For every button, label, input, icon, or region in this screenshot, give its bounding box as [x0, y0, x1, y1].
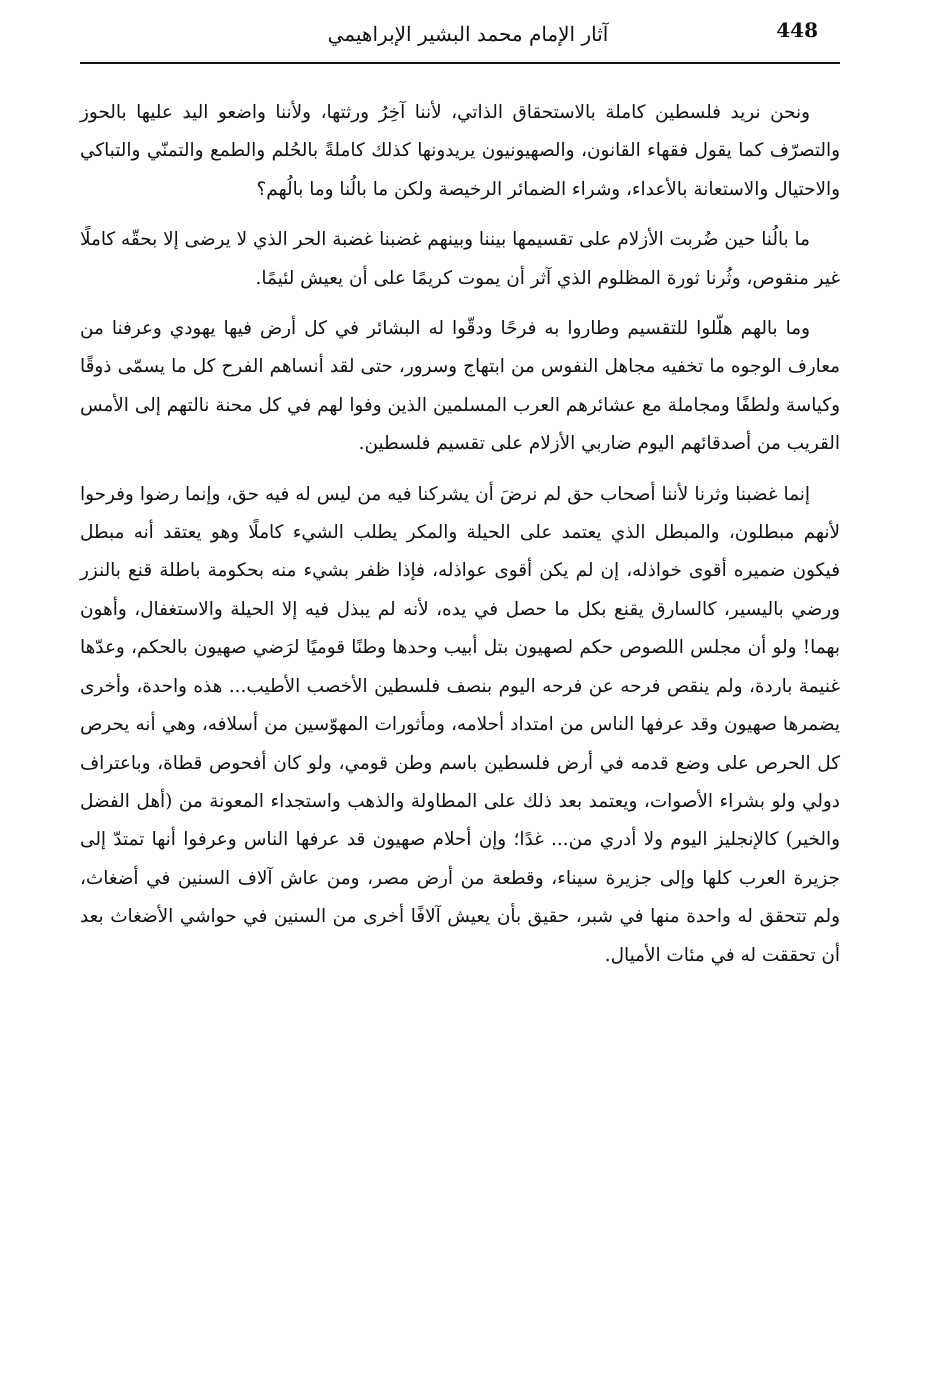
paragraph-2: ما بالُنا حين ضُربت الأزلام على تقسيمها بيننا وبينهم غضبنا غضبة الحر الذي لا يرضى إلا بحقّه كاملًا غير منقوص، وثُرنا ثورة المظلوم الذي آثر أن يموت كريمًا على أن يعيش لئيمًا. — [80, 229, 840, 289]
page-number: 448 — [776, 18, 818, 42]
page-header — [80, 14, 840, 64]
paragraph-4: إنما غضبنا وثرنا لأننا أصحاب حق لم نرضَ أن يشركنا فيه من ليس له فيه حق، وإنما رضوا وفرحوا لأنهم مبطلون، والمبطل الذي يعتمد على الحيلة والمكر يطلب الشيء كاملًا وهو يعتقد أنه مبطل فيكون ضميره أقوى خواذله، إن لم يكن أقوى عواذله، فإذا ظفر بشيء منه بحكومة باطلة قنع بالنزر ورضي باليسير، كالسارق يقنع بكل ما حصل في يده، لأنه لم يبذل فيه إلا الحيلة والاستغفال، وأهون بهما! ولو أن مجلس اللصوص حكم لصهيون بتل أبيب وحدها وطنًا قوميًا لرَضي صهيون بالحكم، وعدّها غنيمة باردة، ولم ينقص فرحه عن فرحه اليوم بنصف فلسطين الأخصب الأطيب... هذه واحدة، وأخرى يضمرها صهيون وقد عرفها الناس من امتداد أحلامه، ومأثورات المهوّسين من أسلافه، وهي أنه يحرص كل الحرص على وضع قدمه في أرض فلسطين باسم وطن قومي، ولو كان أفحوص قطاة، وباعتراف دولي ولو بشراء الأصوات، ويعتمد بعد ذلك على المطاولة والذهب واستجداء المعونة من (أهل الفضل والخير) كالإنجليز اليوم ولا أدري من... غدًا؛ وإن أحلام صهيون قد عرفها الناس وعرفوا أنها تمتدّ إلى جزيرة العرب كلها وإلى جزيرة سيناء، وقطعة من أرض مصر، ومن عاش آلاف السنين في أضغاث، ولم تتحقق له واحدة منها في شبر، حقيق بأن يعيش آلافًا أخرى من السنين في حواشي الأضغاث بعد أن تحققت له في مئات الأميال. — [80, 483, 840, 966]
running-title: آثار الإمام محمد البشير الإبراهيمي — [327, 22, 609, 46]
paragraph-1: ونحن نريد فلسطين كاملة بالاستحقاق الذاتي، لأننا آخِرُ ورثتها، ولأننا واضعو اليد عليها بالحوز والتصرّف كما يقول فقهاء القانون، والصهيونيون يريدونها كذلك كاملةً بالحُلم والطمع والتمنّي والتباكي والاحتيال والاستعانة بالأعداء، وشراء الضمائر الرخيصة ولكن ما بالُنا وما بالُهم؟ — [80, 102, 840, 200]
paragraph-3: وما بالهم هلّلوا للتقسيم وطاروا به فرحًا ودقّوا له البشائر في كل أرض فيها يهودي وعرفنا من معارف الوجوه ما تخفيه مجاهل النفوس من ابتهاج وسرور، حتى لقد أنساهم الفرح كل ما يسمّى ذوقًا وكياسة ولطفًا ومجاملة مع عشائرهم العرب المسلمين الذين وفوا لهم في كل محنة نالتهم إلى الأمس القريب من أصدقائهم اليوم ضاربي الأزلام على تقسيم فلسطين. — [80, 318, 840, 455]
body-text — [80, 94, 840, 987]
